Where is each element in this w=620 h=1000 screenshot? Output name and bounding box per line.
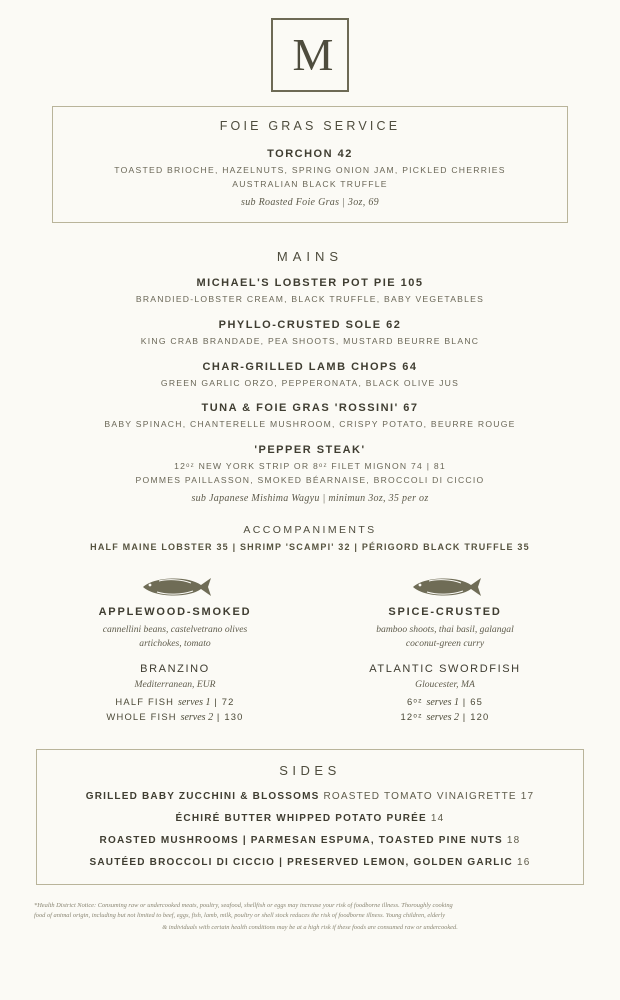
main-item-desc-2: POMMES PAILLASSON, SMOKED BÉARNAISE, BROCCOLI DI CICCIO — [135, 475, 485, 486]
fish-column-swordfish — [310, 574, 580, 723]
side-item-name: ÉCHIRÉ BUTTER WHIPPED POTATO PURÉE — [175, 812, 427, 824]
main-item-name: CHAR-GRILLED LAMB CHOPS 64 — [202, 360, 418, 373]
main-item-name: PHYLLO-CRUSTED SOLE 62 — [218, 318, 402, 331]
fish-style: SPICE-CRUSTED — [388, 606, 502, 619]
fish-price-label: 12ᵒᶻ — [400, 710, 423, 722]
foie-gras-item-name: TORCHON 42 — [267, 148, 353, 160]
fish-price-row — [40, 711, 310, 723]
footer-line-3: & individuals with certain health conditions may be at a high risk if these foods are consumed raw or undercooked. — [162, 923, 458, 931]
main-item-desc: KING CRAB BRANDADE, PEA SHOOTS, MUSTARD BEURRE BLANC — [140, 335, 480, 346]
fish-price-value: | 120 — [462, 710, 490, 722]
fish-price-row — [40, 696, 310, 708]
main-item-desc: BABY SPINACH, CHANTERELLE MUSHROOM, CRISPY POTATO, BEURRE ROUGE — [104, 419, 516, 430]
fish-price-label: WHOLE FISH — [106, 710, 177, 722]
sides-title: SIDES — [263, 763, 357, 778]
accompaniments-section — [0, 524, 620, 552]
mains-title: MAINS — [276, 248, 344, 264]
restaurant-logo-icon: M — [271, 18, 349, 92]
mains-section — [0, 249, 620, 552]
main-item-sub: sub Japanese Mishima Wagyu | minimun 3oz, 35 per oz — [191, 493, 429, 505]
fish-price-value: | 65 — [462, 695, 484, 707]
main-item-desc: 12ᵒᶻ NEW YORK STRIP OR 8ᵒᶻ FILET MIGNON 74 | 81 — [174, 461, 446, 472]
main-item — [0, 277, 620, 306]
fish-price-note: serves 2 — [180, 711, 214, 723]
fish-price-value: | 130 — [216, 710, 244, 722]
side-item-name: ROASTED MUSHROOMS | PARMESAN ESPUMA, TOASTED PINE NUTS — [99, 834, 503, 846]
foie-gras-item-sub: sub Roasted Foie Gras | 3oz, 69 — [241, 196, 379, 208]
side-item-desc: ROASTED TOMATO VINAIGRETTE — [323, 790, 517, 802]
fish-icon — [137, 574, 213, 600]
fish-price-value: | 72 — [214, 695, 235, 707]
foie-gras-title: FOIE GRAS SERVICE — [206, 119, 415, 133]
fish-desc-2: artichokes, tomato — [139, 638, 211, 650]
side-item-name: SAUTÉED BROCCOLI DI CICCIO | PRESERVED LEMON, GOLDEN GARLIC — [89, 856, 513, 868]
footer-disclaimer — [34, 901, 586, 933]
main-item — [0, 319, 620, 348]
side-item — [47, 857, 573, 868]
side-item-name: GRILLED BABY ZUCCHINI & BLOSSOMS — [85, 790, 320, 802]
fish-price-row — [310, 696, 580, 708]
fish-price-note: serves 1 — [177, 696, 211, 708]
mains-list — [0, 277, 620, 504]
main-item-name: 'PEPPER STEAK' — [254, 444, 366, 457]
main-item — [0, 361, 620, 390]
side-item-price: 17 — [520, 790, 535, 802]
footer-line-2: food of animal origin, including but not limited to beef, eggs, fish, lamb, milk, poultry or shell stock reduces the risk of foodborne illness. Young children, elderly — [34, 911, 446, 919]
fish-price-row — [310, 711, 580, 723]
logo-container — [0, 0, 620, 92]
sides-section — [36, 749, 584, 885]
foie-gras-section — [52, 106, 568, 223]
main-item-name: TUNA & FOIE GRAS 'ROSSINI' 67 — [201, 402, 419, 415]
fish-price-note: serves 2 — [426, 711, 459, 723]
accompaniments-line: HALF MAINE LOBSTER 35 | SHRIMP 'SCAMPI' 32 | PÉRIGORD BLACK TRUFFLE 35 — [90, 542, 530, 553]
main-item-desc: GREEN GARLIC ORZO, PEPPERONATA, BLACK OLIVE JUS — [160, 377, 460, 388]
main-item — [0, 444, 620, 504]
fish-origin: Gloucester, MA — [415, 678, 475, 690]
main-item-desc: BRANDIED-LOBSTER CREAM, BLACK TRUFFLE, BABY VEGETABLES — [135, 293, 485, 304]
main-item-name: MICHAEL'S LOBSTER POT PIE 105 — [196, 276, 424, 289]
fish-price-note: serves 1 — [426, 696, 459, 708]
fish-icon — [407, 574, 483, 600]
fish-price-label: HALF FISH — [115, 695, 175, 707]
fish-name: BRANZINO — [140, 662, 210, 675]
fish-name: ATLANTIC SWORDFISH — [369, 662, 521, 675]
foie-gras-item-desc-1: TOASTED BRIOCHE, HAZELNUTS, SPRING ONION JAM, PICKLED CHERRIES — [114, 165, 506, 175]
fish-style: APPLEWOOD-SMOKED — [98, 606, 252, 619]
fish-origin: Mediterranean, EUR — [134, 678, 216, 690]
footer-line-1: *Health District Notice: Consuming raw or undercooked meats, poultry, seafood, shellfish or eggs may increase your risk of foodborne illness. Thoroughly cooking — [34, 901, 453, 909]
foie-gras-item-desc-2: AUSTRALIAN BLACK TRUFFLE — [232, 178, 388, 189]
side-item — [47, 791, 573, 802]
side-item — [47, 835, 573, 846]
side-item — [47, 813, 573, 824]
fish-column-branzino — [40, 574, 310, 723]
fish-section — [0, 574, 620, 723]
main-item — [0, 402, 620, 431]
side-item-price: 14 — [430, 812, 445, 824]
side-item-price: 18 — [506, 834, 521, 846]
fish-desc-1: bamboo shoots, thai basil, galangal — [376, 624, 514, 636]
accompaniments-title: ACCOMPANIMENTS — [243, 524, 377, 537]
fish-price-label: 6ᵒᶻ — [406, 695, 423, 707]
fish-desc-1: cannellini beans, castelvetrano olives — [102, 624, 248, 636]
fish-desc-2: coconut-green curry — [405, 638, 485, 650]
side-item-price: 16 — [516, 856, 531, 868]
